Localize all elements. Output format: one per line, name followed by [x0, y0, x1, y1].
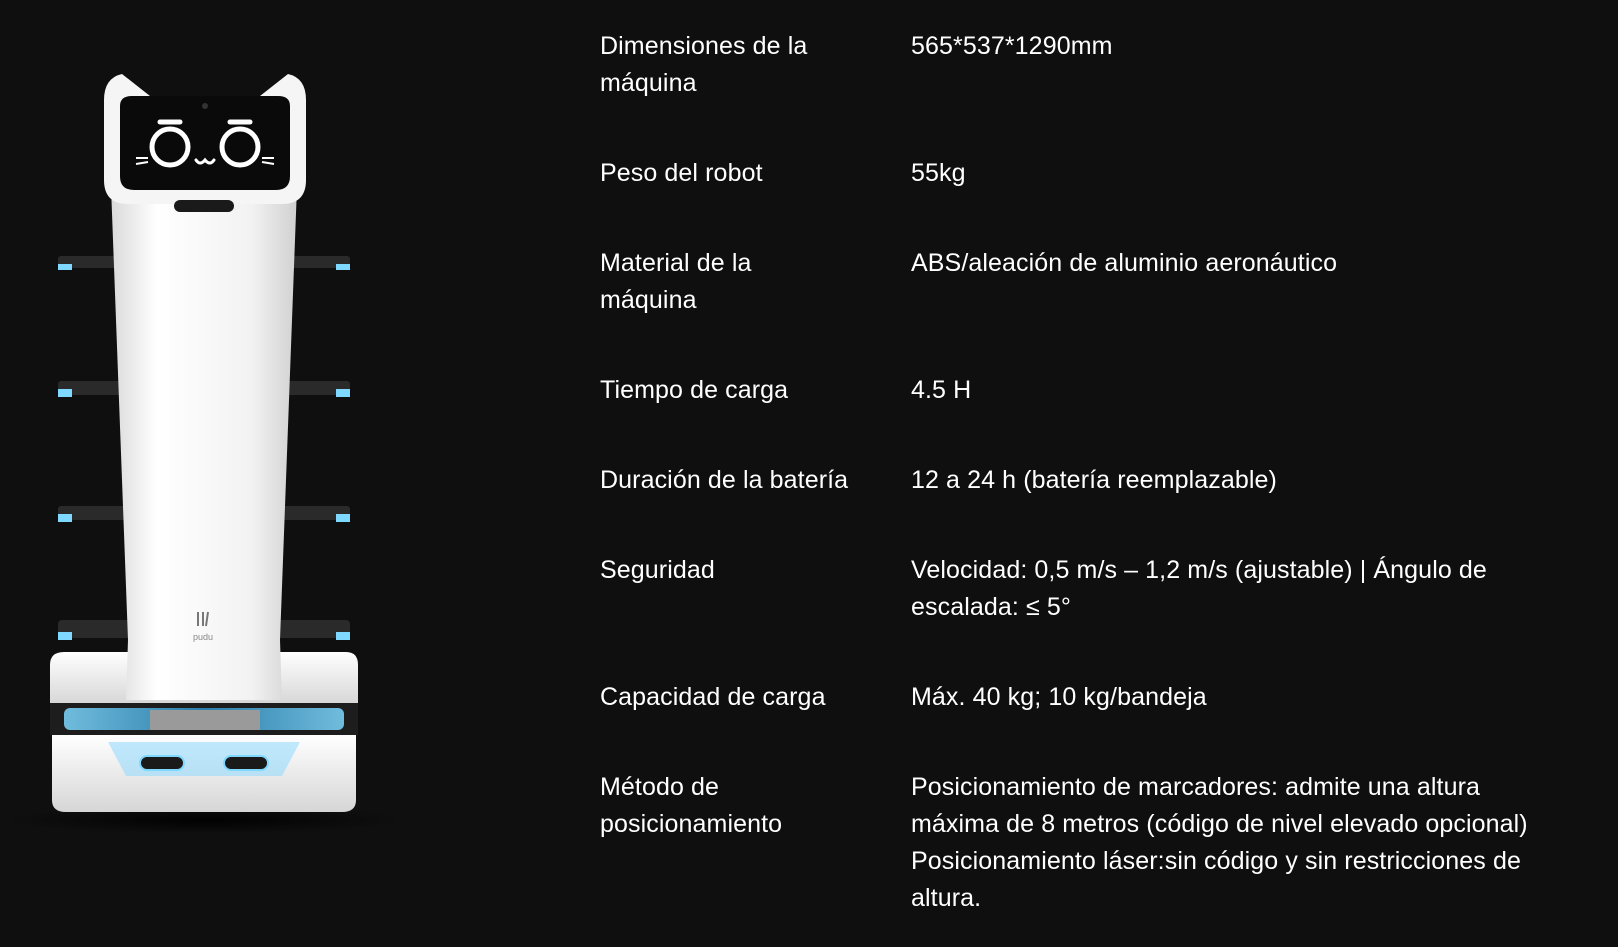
spec-value: Velocidad: 0,5 m/s – 1,2 m/s (ajustable) | Ángulo de escalada: ≤ 5°: [911, 556, 1487, 621]
spec-table: [600, 28, 1600, 939]
spec-row: [600, 372, 1600, 462]
spec-row: [600, 679, 1600, 769]
spec-label: Tiempo de carga: [600, 376, 789, 404]
spec-label: Duración de la batería: [600, 466, 849, 494]
spec-value: Máx. 40 kg; 10 kg/bandeja: [911, 683, 1207, 711]
spec-row: [600, 155, 1600, 245]
spec-label: Seguridad: [600, 556, 715, 584]
spec-value: 4.5 H: [911, 376, 972, 404]
spec-label: Peso del robot: [600, 159, 763, 187]
spec-value: 565*537*1290mm: [911, 32, 1113, 60]
robot-head: [104, 74, 306, 212]
spec-row: [600, 769, 1600, 939]
spec-row: [600, 462, 1600, 552]
spec-value: 55kg: [911, 159, 966, 187]
svg-text:pudu: pudu: [192, 632, 214, 642]
spec-row: [600, 28, 1600, 155]
spec-row: [600, 245, 1600, 372]
spec-label: Método de posicionamiento: [600, 773, 783, 838]
spec-label: Capacidad de carga: [600, 683, 826, 711]
spec-value: 12 a 24 h (batería reemplazable): [911, 466, 1277, 494]
spec-label: Dimensiones de la máquina: [600, 32, 808, 97]
spec-row: [600, 552, 1600, 679]
spec-label: Material de la máquina: [600, 249, 752, 314]
spec-value: Posicionamiento de marcadores: admite una altura máxima de 8 metros (código de nivel elevado opcional) Posicionamiento láser:sin código y sin restricciones de altura.: [911, 773, 1528, 912]
robot-illustration: [0, 0, 560, 947]
spec-value: ABS/aleación de aluminio aeronáutico: [911, 249, 1338, 277]
